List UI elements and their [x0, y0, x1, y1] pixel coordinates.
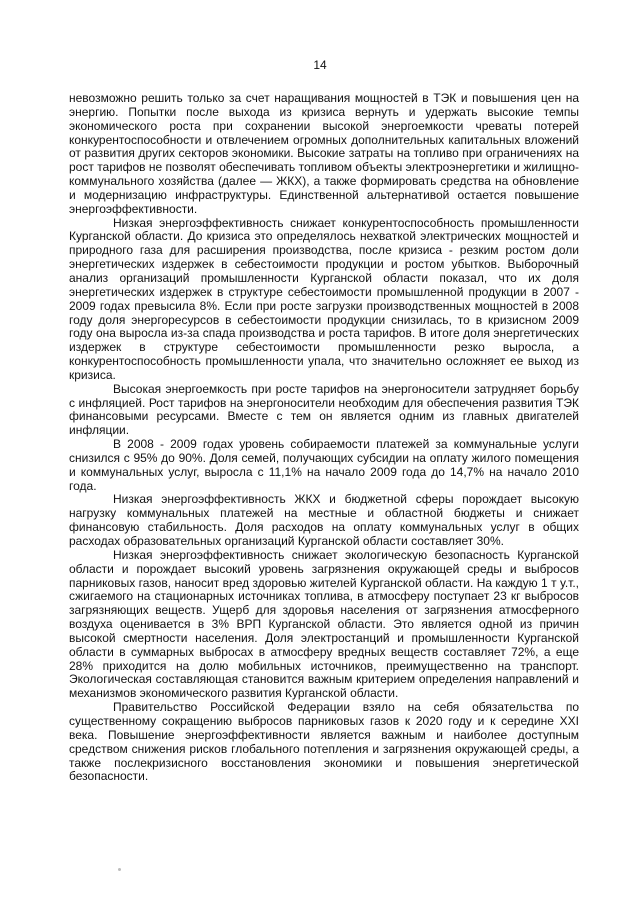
paragraph-inflation: Высокая энергоемкость при росте тарифов на энергоносители затрудняет борьбу с инфляцией. Рост тарифов на энергоносители необходим для обеспечения развития ТЭК финансовыми ресурсами. Вместе с тем он является одним из главных двигателей инфляции.: [69, 381, 579, 438]
scan-dot: [118, 868, 121, 871]
paragraph-ecology: Низкая энергоэффективность снижает экологическую безопасность Курганской области и порождает высокий уровень загрязнения окружающей среды и выбросов парниковых газов, наносит вред здоровью жителей Курганской области. На каждую 1 т у.т., сжигаемого на стационарных источниках топлива, в атмосферу поступает 23 кг выбросов загрязняющих веществ. Ущерб для здоровья населения от загрязнения атмосферного воздуха оценивается в 3% ВРП Курганской области. Это является одной из причин высокой смертности населения. Доля электростанций и промышленности Курганской области в суммарных выбросах в атмосферу вредных веществ составляет 72%, а еще 28% приходится на долю мобильных источников, преимущественно на транспорт. Экологическая составляющая становится важным критерием определения направлений и механизмов экономического развития Курганской области.: [69, 547, 579, 701]
paragraph-government-commitments: Правительство Российской Федерации взяло на себя обязательства по существенному сокращению выбросов парниковых газов к 2020 году и к середине XXI века. Повышение энергоэффективности является важным и наиболее доступным средством снижения рисков глобального потепления и загрязнения окружающей среды, а также послекризисного восстановления экономики и повышения энергетической безопасности.: [69, 700, 579, 784]
page-number: 14: [313, 58, 327, 72]
body-text: [69, 92, 579, 784]
paragraph-budget-load: Низкая энергоэффективность ЖКХ и бюджетной сферы порождает высокую нагрузку коммунальных платежей на местные и областной бюджеты и снижает финансовую стабильность. Доля расходов на оплату коммунальных услуг в общих расходах образовательных организаций Курганской области составляет 30%.: [69, 492, 579, 548]
paragraph-utility-payments: В 2008 - 2009 годах уровень собираемости платежей за коммунальные услуги снизился с 95% до 90%. Доля семей, получающих субсидии на оплату жилого помещения и коммунальных услуг, выросла с 11,1% на начало 2009 года до 14,7% на начало 2010 года.: [69, 437, 579, 493]
paragraph-industry-competitiveness: Низкая энергоэффективность снижает конкурентоспособность промышленности Курганской области. До кризиса это определялось нехваткой электрических мощностей и природного газа для расширения производства, после кризиса - резким ростом доли энергетических издержек в себестоимости продукции и ростом убытков. Выборочный анализ организаций промышленности Курганской области показал, что их доля энергетических издержек в структуре себестоимости промышленной продукции в 2007 - 2009 годах превысила 8%. Если при росте загрузки производственных мощностей в 2008 году доля энергоресурсов в себестоимости продукции снизилась, то в кризисном 2009 году она выросла из-за спада производства и роста тарифов. В итоге доля энергетических издержек в структуре себестоимости промышленности резко выросла, а конкурентоспособность промышленности упала, что значительно осложняет ее выход из кризиса.: [69, 215, 579, 382]
paragraph-continuation: невозможно решить только за счет наращивания мощностей в ТЭК и повышения цен на энергию. Попытки после выхода из кризиса вернуть и удержать высокие темпы экономического роста при сохранении высокой энергоемкости чреваты потерей конкурентоспособности и отвлечением огромных дополнительных капитальных вложений от развития других секторов экономики. Высокие затраты на топливо при ограничениях на рост тарифов не позволят обеспечивать топливом объекты электроэнергетики и жилищно-коммунального хозяйства (далее — ЖКХ), а также формировать средства на обновление и модернизацию инфраструктуры. Единственной альтернативой остается повышение энергоэффективности.: [69, 91, 579, 216]
